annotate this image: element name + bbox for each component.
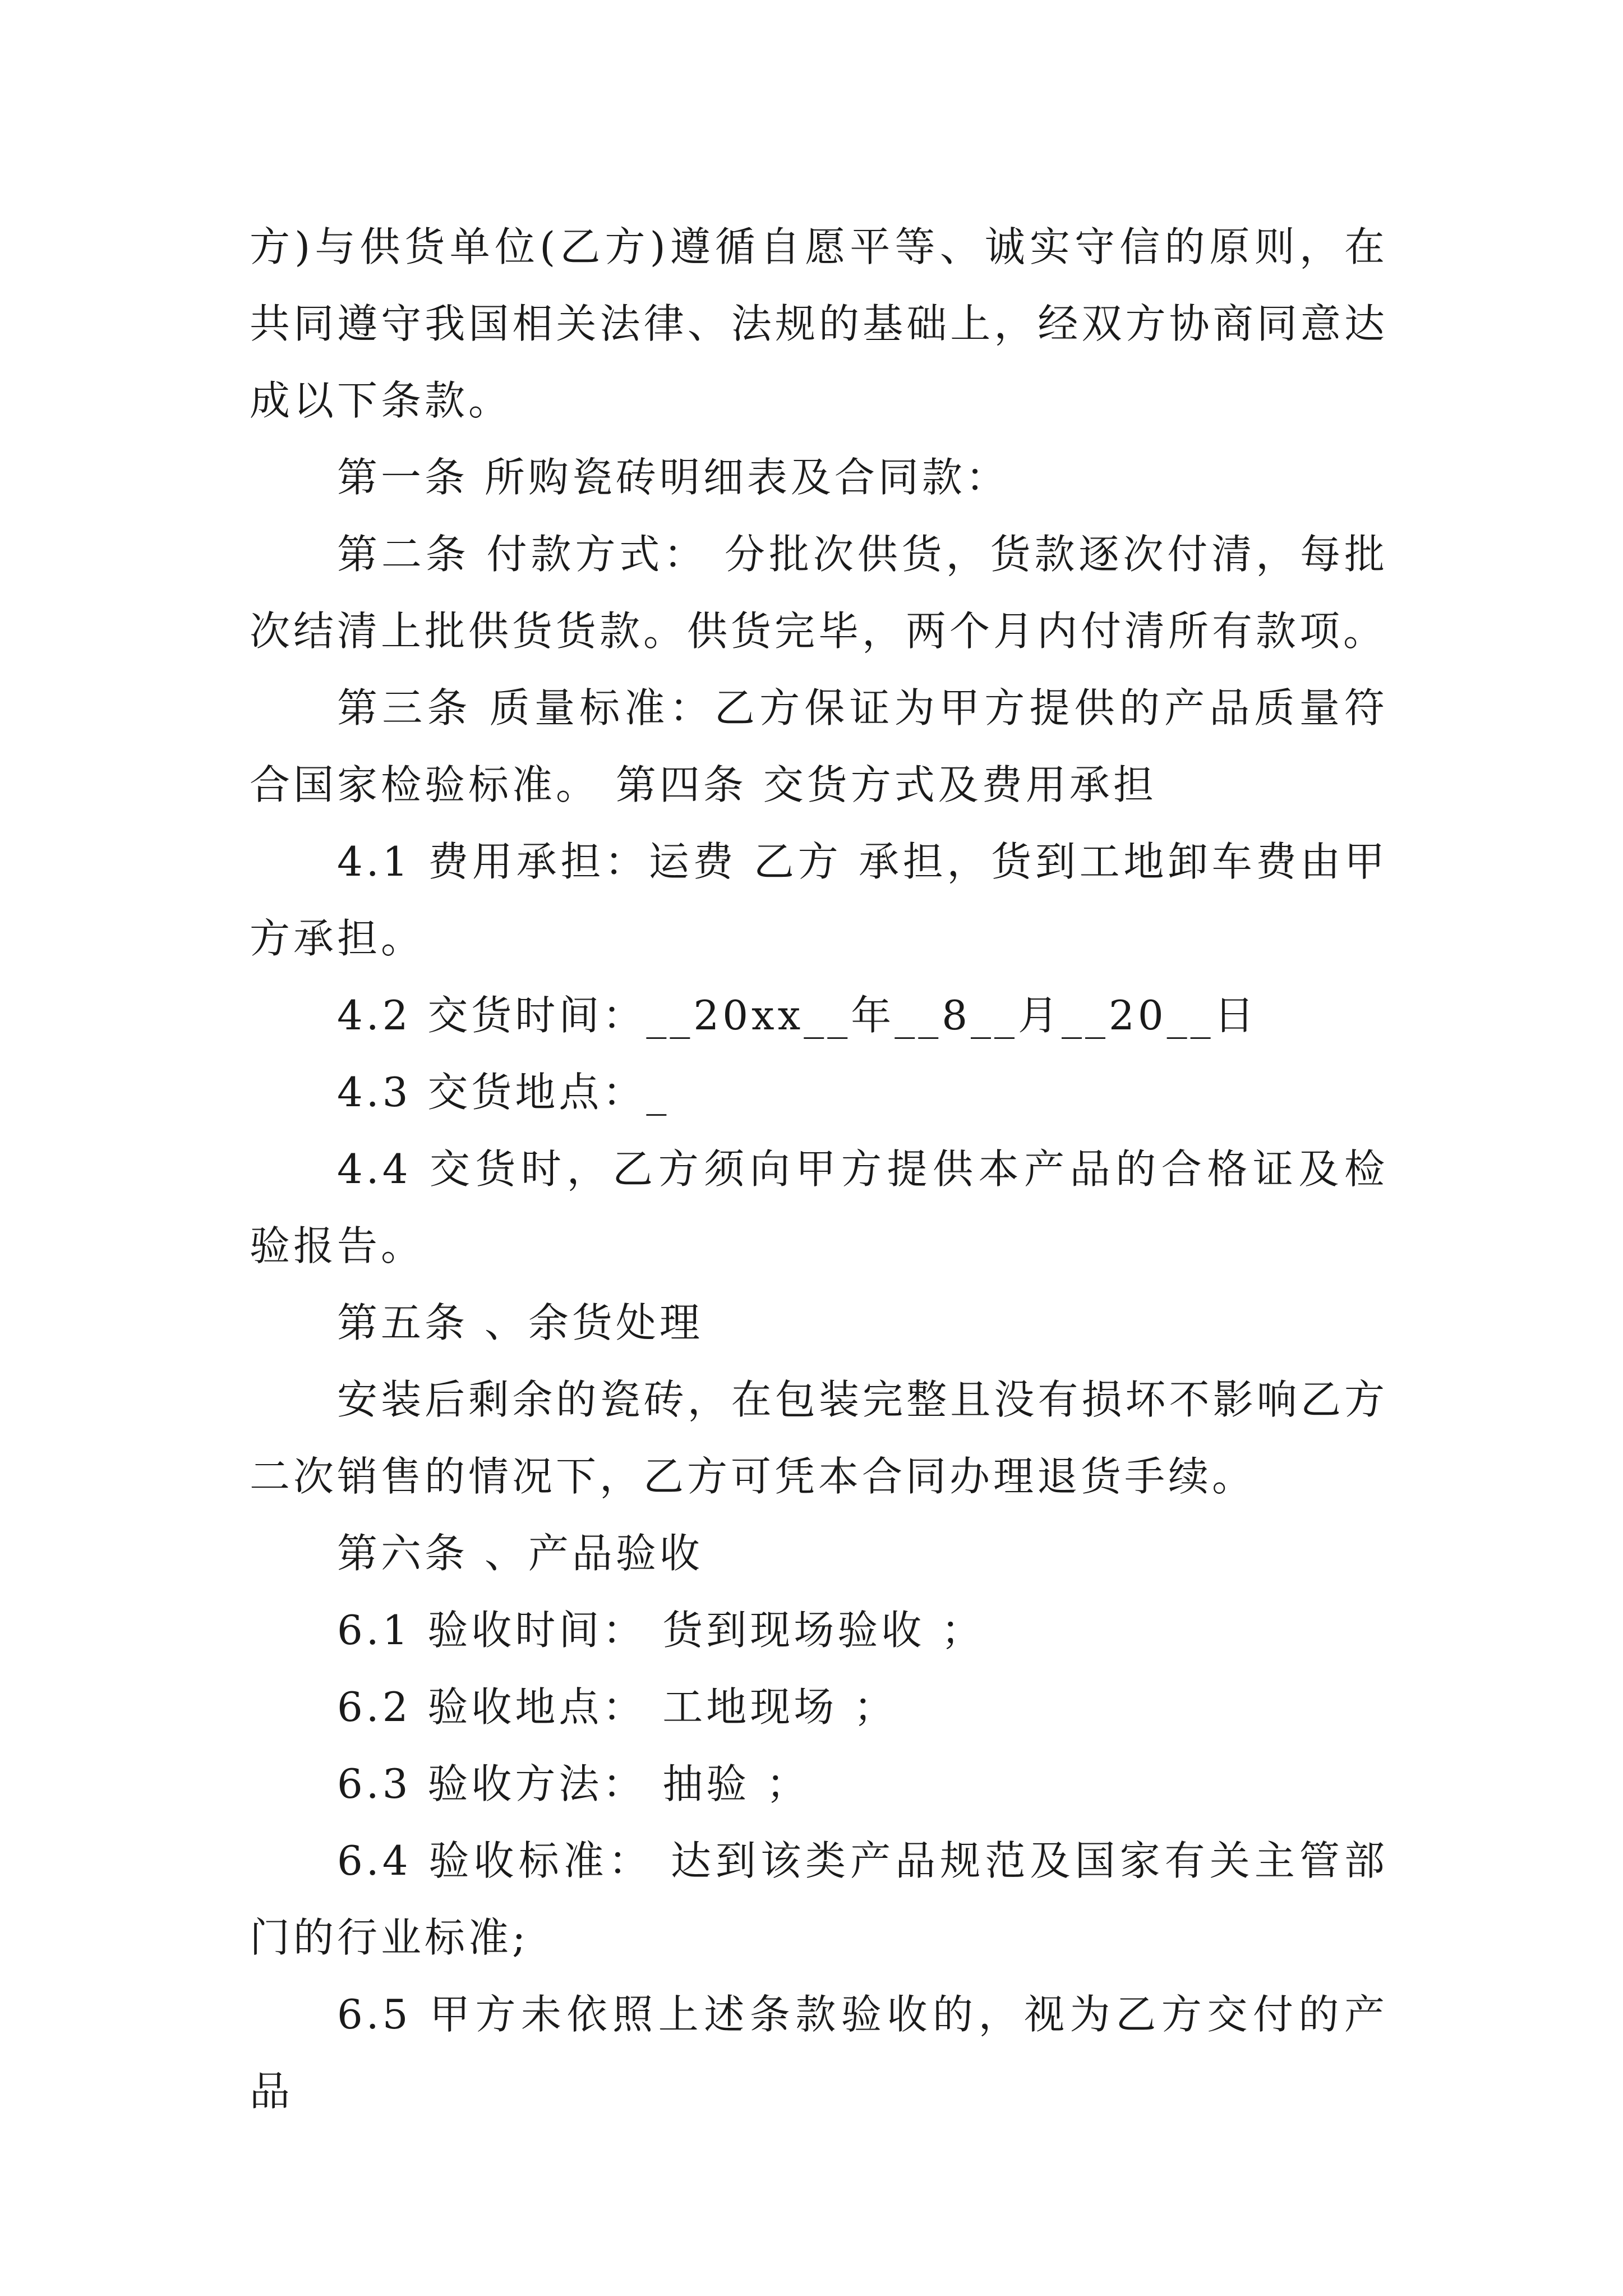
paragraph-article-6: 第六条 、产品验收 bbox=[337, 1530, 703, 1577]
contract-body-text bbox=[250, 209, 1388, 2130]
paragraph-clause-4-2: 4.2 交货时间：__20xx__年__8__月__20__日 bbox=[337, 992, 1258, 1039]
paragraph-clause-4-4: 4.4 交货时，乙方须向甲方提供本产品的合格证及检验报告。 bbox=[250, 1145, 1388, 1269]
paragraph-clause-6-5: 6.5 甲方未依照上述条款验收的，视为乙方交付的产品 bbox=[250, 1991, 1388, 2115]
paragraph-article-1: 第一条 所购瓷砖明细表及合同款： bbox=[337, 454, 1009, 501]
paragraph-clause-6-3: 6.3 验收方法： 抽验 ； bbox=[337, 1760, 810, 1807]
paragraph-surplus-handling: 安装后剩余的瓷砖，在包装完整且没有损坏不影响乙方二次销售的情况下，乙方可凭本合同办理退货手续。 bbox=[250, 1376, 1388, 1500]
paragraph-clause-6-1: 6.1 验收时间： 货到现场验收 ； bbox=[337, 1607, 985, 1654]
paragraph-article-5: 第五条 、余货处理 bbox=[337, 1299, 703, 1346]
paragraph-opening: 方)与供货单位(乙方)遵循自愿平等、诚实守信的原则，在共同遵守我国相关法律、法规的基础上，经双方协商同意达成以下条款。 bbox=[250, 223, 1388, 424]
paragraph-clause-4-1: 4.1 费用承担：运费 乙方 承担，货到工地卸车费由甲方承担。 bbox=[250, 838, 1388, 962]
paragraph-article-2: 第二条 付款方式： 分批次供货，货款逐次付清，每批次结清上批供货货款。供货完毕，两个月内付清所有款项。 bbox=[250, 531, 1388, 655]
paragraph-clause-6-4: 6.4 验收标准： 达到该类产品规范及国家有关主管部门的行业标准; bbox=[250, 1837, 1388, 1961]
paragraph-clause-4-3: 4.3 交货地点：_ bbox=[337, 1069, 670, 1116]
paragraph-article-3: 第三条 质量标准：乙方保证为甲方提供的产品质量符合国家检验标准。 第四条 交货方式及费用承担 bbox=[250, 684, 1388, 808]
paragraph-clause-6-2: 6.2 验收地点： 工地现场 ； bbox=[337, 1683, 898, 1731]
